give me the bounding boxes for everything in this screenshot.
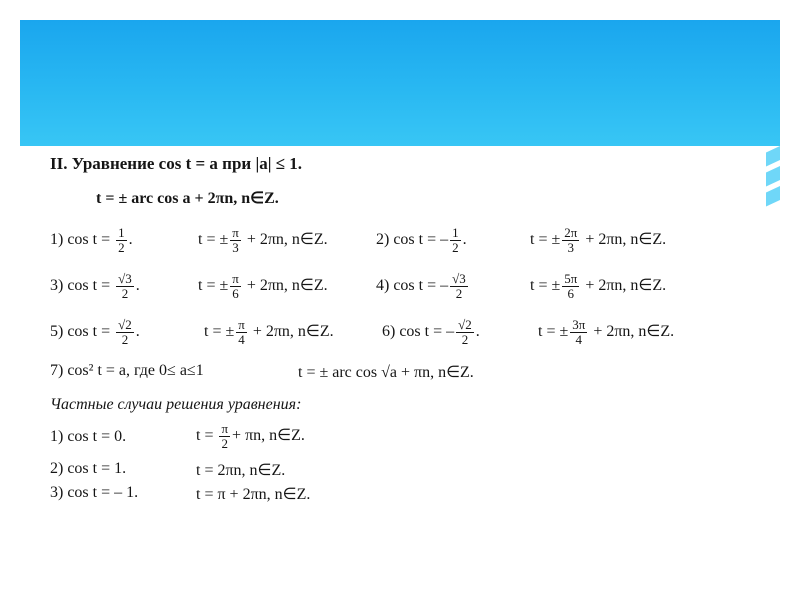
special-1-solution: t = $\frac{\pi}{2}$ + πn, n∈Z. [196, 421, 305, 451]
row-2: 2) cos t = – $\frac{1}{2}$ . [376, 225, 467, 255]
row-2-solution: t = ± $\frac{2\pi}{3}$ + 2πn, n∈Z. [530, 225, 667, 255]
row-4-solution: t = ± $\frac{5\pi}{6}$ + 2πn, n∈Z. [530, 271, 667, 301]
row-7-solution: t = ± arc cos √a + πn, n∈Z. [298, 364, 474, 381]
special-3: 3) cos t = – 1. [50, 484, 139, 501]
row-5: 5) cos t = $\frac{√2}{2}$ . [50, 317, 140, 347]
row-4: 4) cos t = – $\frac{√3}{2}$ [376, 271, 466, 301]
special-2-solution: t = 2πn, n∈Z. [196, 462, 286, 479]
title-banner [20, 20, 780, 146]
row-3: 3) cos t = $\frac{√3}{2}$ . [50, 271, 140, 301]
special-3-solution: t = π + 2πn, n∈Z. [196, 486, 311, 503]
general-solution: t = ± arc cos a + 2πn, n∈Z. [96, 190, 279, 207]
heading: II. Уравнение cos t = a при |a| ≤ 1. [50, 154, 303, 173]
row-1-solution: t = ± $\frac{\pi}{3}$ + 2πn, n∈Z. [198, 225, 328, 255]
special-2: 2) cos t = 1. [50, 460, 127, 477]
row-7: 7) cos² t = a, где 0≤ a≤1 [50, 362, 204, 379]
row-1: 1) cos t = $\frac{1}{2}$ . [50, 225, 133, 255]
row-6-solution: t = ± $\frac{3\pi}{4}$ + 2πn, n∈Z. [538, 317, 675, 347]
row-6: 6) cos t = – $\frac{√2}{2}$ . [382, 317, 480, 347]
formula-sheet [36, 146, 766, 526]
special-1: 1) cos t = 0. [50, 428, 127, 445]
row-5-solution: t = ± $\frac{\pi}{4}$ + 2πn, n∈Z. [204, 317, 334, 347]
special-cases-title: Частные случаи решения уравнения: [50, 396, 302, 413]
row-3-solution: t = ± $\frac{\pi}{6}$ + 2πn, n∈Z. [198, 271, 328, 301]
row-1-equation: 1) cos t = [50, 231, 115, 249]
